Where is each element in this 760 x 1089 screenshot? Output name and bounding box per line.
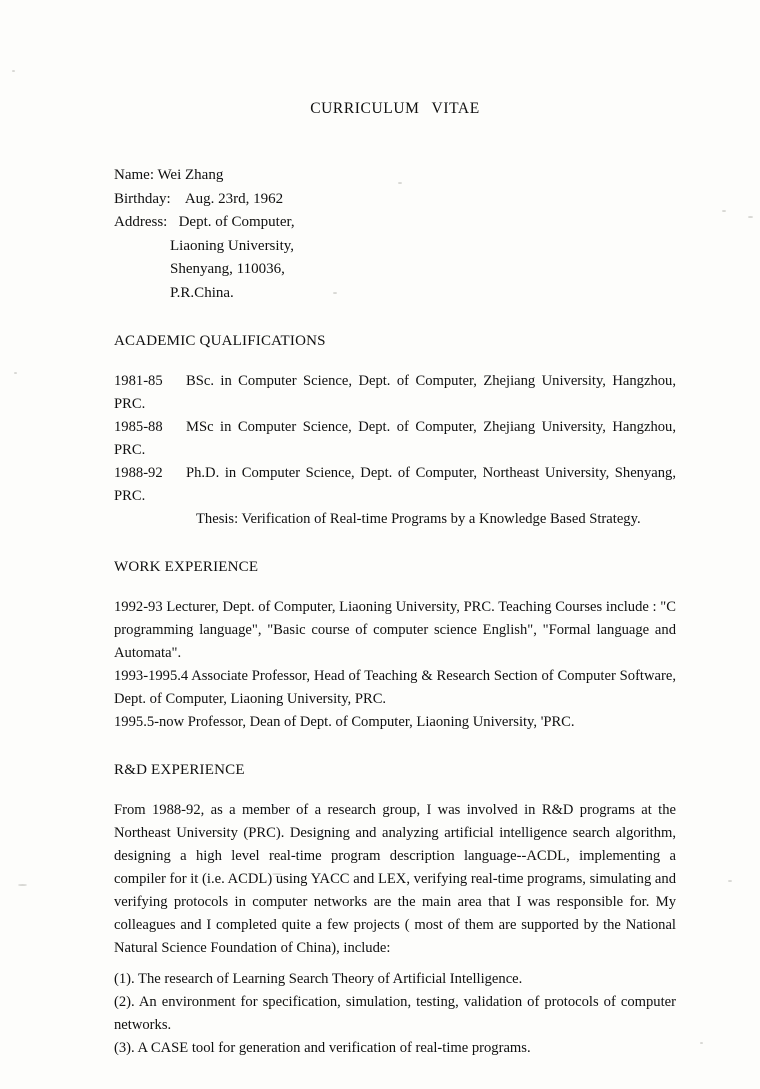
- academic-entry-bsc-years: 1981-85: [114, 373, 163, 389]
- title-word-vitae: VITAE: [431, 100, 480, 117]
- scan-speck: [700, 1042, 703, 1044]
- section-heading-rd: R&D EXPERIENCE: [114, 762, 245, 778]
- scan-speck: [12, 70, 15, 72]
- rd-project-2: (2). An environment for specification, simulation, testing, validation of protocols of computer networks.: [114, 994, 676, 1033]
- personal-line-name: Name: Wei Zhang: [114, 167, 224, 183]
- academic-entry-bsc-text: BSc. in Computer Science, Dept. of Computer, Zhejiang University, Hangzhou, PRC.: [114, 373, 676, 412]
- work-entries: [114, 596, 676, 734]
- page-title: [114, 100, 676, 118]
- work-entry-associate-professor: 1993-1995.4 Associate Professor, Head of Teaching & Research Section of Computer Software, Dept. of Computer, Liaoning University, PRC.: [114, 668, 676, 707]
- address-line-country: P.R.China.: [170, 284, 234, 301]
- scan-speck: [722, 210, 726, 212]
- academic-entry-phd-text: Ph.D. in Computer Science, Dept. of Computer, Northeast University, Shenyang, PRC.: [114, 465, 676, 504]
- personal-details: [114, 164, 676, 305]
- section-heading-academic: ACADEMIC QUALIFICATIONS: [114, 333, 326, 349]
- rd-paragraph: From 1988-92, as a member of a research group, I was involved in R&D programs at the Northeast University (PRC). Designing and analyzing artificial intelligence search algorithm, designing a high level real-time program description language--ACDL, implementing a compiler for it (i.e. ACDL) using YACC and LEX, verifying real-time programs, simulating and verifying protocols in computer networks are the main area that I was responsible for. My colleagues and I completed quite a few projects ( most of them are supported by the National Natural Science Foundation of China), include:: [114, 802, 676, 956]
- work-entry-lecturer: 1992-93 Lecturer, Dept. of Computer, Liaoning University, PRC. Teaching Courses include : "C programming language", "Basic course of computer science English", "Formal language and Automata".: [114, 599, 676, 661]
- scan-speck: [748, 216, 753, 218]
- personal-line-address: Address: Dept. of Computer,: [114, 214, 295, 230]
- work-entry-professor: 1995.5-now Professor, Dean of Dept. of Computer, Liaoning University, 'PRC.: [114, 714, 575, 730]
- rd-project-3: (3). A CASE tool for generation and verification of real-time programs.: [114, 1040, 531, 1056]
- academic-entry-bsc: [114, 370, 676, 416]
- rd-project-1: (1). The research of Learning Search Theory of Artificial Intelligence.: [114, 971, 523, 987]
- academic-entry-msc-years: 1985-88: [114, 419, 163, 435]
- personal-line-birthday: Birthday: Aug. 23rd, 1962: [114, 190, 284, 207]
- address-line-university: Liaoning University,: [170, 237, 295, 254]
- scan-speck: [14, 372, 17, 374]
- rd-body: [114, 799, 676, 1060]
- academic-entry-msc-text: MSc in Computer Science, Dept. of Computer, Zhejiang University, Hangzhou, PRC.: [114, 419, 676, 458]
- section-heading-work: WORK EXPERIENCE: [114, 559, 259, 575]
- academic-entry-msc: [114, 416, 676, 462]
- academic-entry-phd: [114, 462, 676, 508]
- address-line-city: Shenyang, 110036,: [170, 261, 285, 277]
- scan-speck: [18, 884, 27, 886]
- academic-entries: [114, 370, 676, 531]
- academic-thesis: Thesis: Verification of Real-time Programs by a Knowledge Based Strategy.: [196, 511, 641, 527]
- academic-entry-phd-years: 1988-92: [114, 465, 163, 481]
- title-word-curriculum: CURRICULUM: [310, 100, 420, 117]
- document-body: [114, 100, 676, 1060]
- scan-speck: [728, 880, 732, 882]
